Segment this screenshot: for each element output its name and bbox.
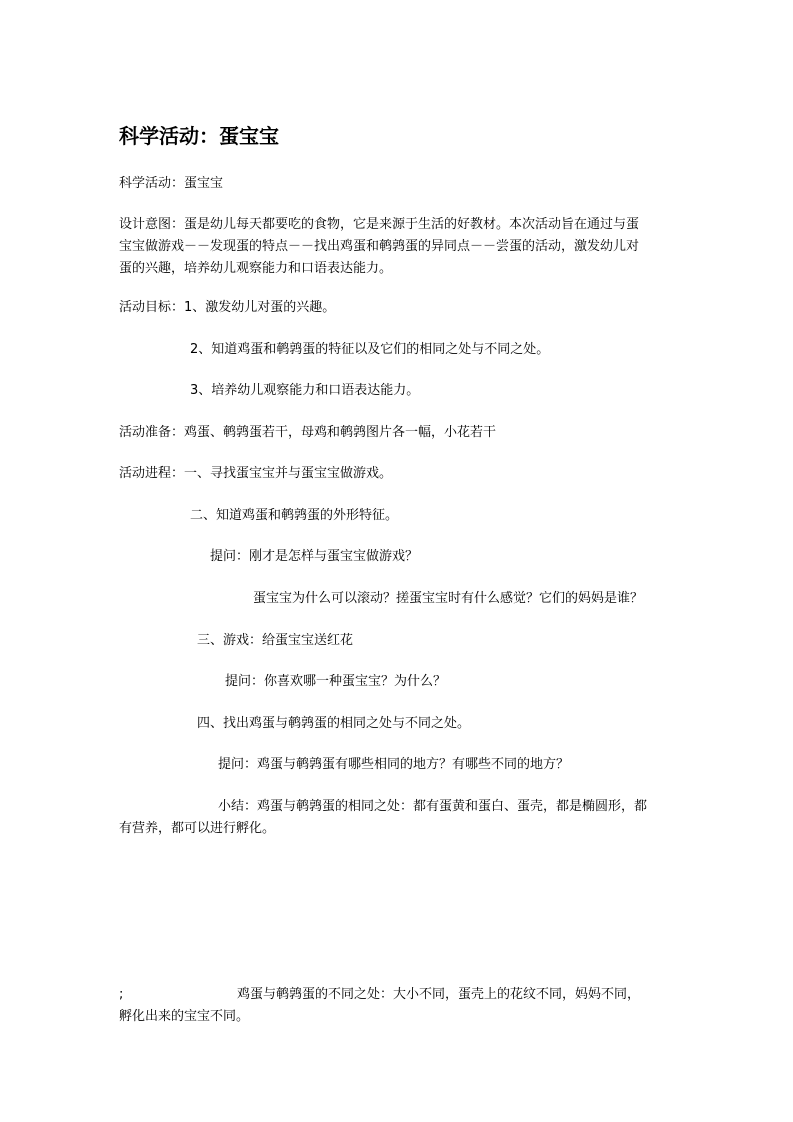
differences-line: 孵化出来的宝宝不同。 bbox=[119, 1009, 250, 1024]
preparation: 活动准备：鸡蛋、鹌鹑蛋若干，母鸡和鹌鹑图片各一幅，小花若干 bbox=[119, 425, 497, 440]
design-intent-line: 蛋的兴趣，培养幼儿观察能力和口语表达能力。 bbox=[119, 261, 393, 276]
subtitle: 科学活动：蛋宝宝 bbox=[119, 176, 224, 191]
list-marker: ; bbox=[119, 987, 124, 1002]
document-title: 科学活动：蛋宝宝 bbox=[119, 124, 279, 148]
differences-line: 鸡蛋与鹌鹑蛋的不同之处：大小不同，蛋壳上的花纹不同，妈妈不同， bbox=[237, 987, 641, 1002]
process-step-2: 二、知道鸡蛋和鹌鹑蛋的外形特征。 bbox=[190, 508, 399, 523]
process-step-3: 三、游戏：给蛋宝宝送红花 bbox=[197, 633, 354, 648]
question-1: 提问：刚才是怎样与蛋宝宝做游戏？ bbox=[210, 549, 419, 564]
summary-line: 有营养，都可以进行孵化。 bbox=[119, 821, 276, 836]
process-step-1: 活动进程：一、寻找蛋宝宝并与蛋宝宝做游戏。 bbox=[119, 466, 393, 481]
question-3: 提问：鸡蛋与鹌鹑蛋有哪些相同的地方？有哪些不同的地方？ bbox=[218, 757, 570, 772]
design-intent-line: 宝宝做游戏－－发现蛋的特点－－找出鸡蛋和鹌鹑蛋的异同点－－尝蛋的活动，激发幼儿对 bbox=[119, 239, 640, 254]
goal-3: 3、培养幼儿观察能力和口语表达能力。 bbox=[190, 383, 420, 398]
goal-1: 活动目标：1、激发幼儿对蛋的兴趣。 bbox=[119, 300, 336, 315]
question-2: 提问：你喜欢哪一种蛋宝宝？为什么？ bbox=[225, 674, 447, 689]
question-1-continued: 蛋宝宝为什么可以滚动？搓蛋宝宝时有什么感觉？它们的妈妈是谁？ bbox=[253, 591, 644, 606]
design-intent-line: 设计意图：蛋是幼儿每天都要吃的食物，它是来源于生活的好教材。本次活动旨在通过与蛋 bbox=[119, 217, 640, 232]
goal-2: 2、知道鸡蛋和鹌鹑蛋的特征以及它们的相同之处与不同之处。 bbox=[190, 342, 550, 357]
process-step-4: 四、找出鸡蛋与鹌鹑蛋的相同之处与不同之处。 bbox=[197, 716, 471, 731]
design-intent-paragraph bbox=[119, 214, 679, 280]
summary-line: 小结：鸡蛋与鹌鹑蛋的相同之处：都有蛋黄和蛋白、蛋壳，都是椭圆形，都 bbox=[218, 799, 648, 814]
